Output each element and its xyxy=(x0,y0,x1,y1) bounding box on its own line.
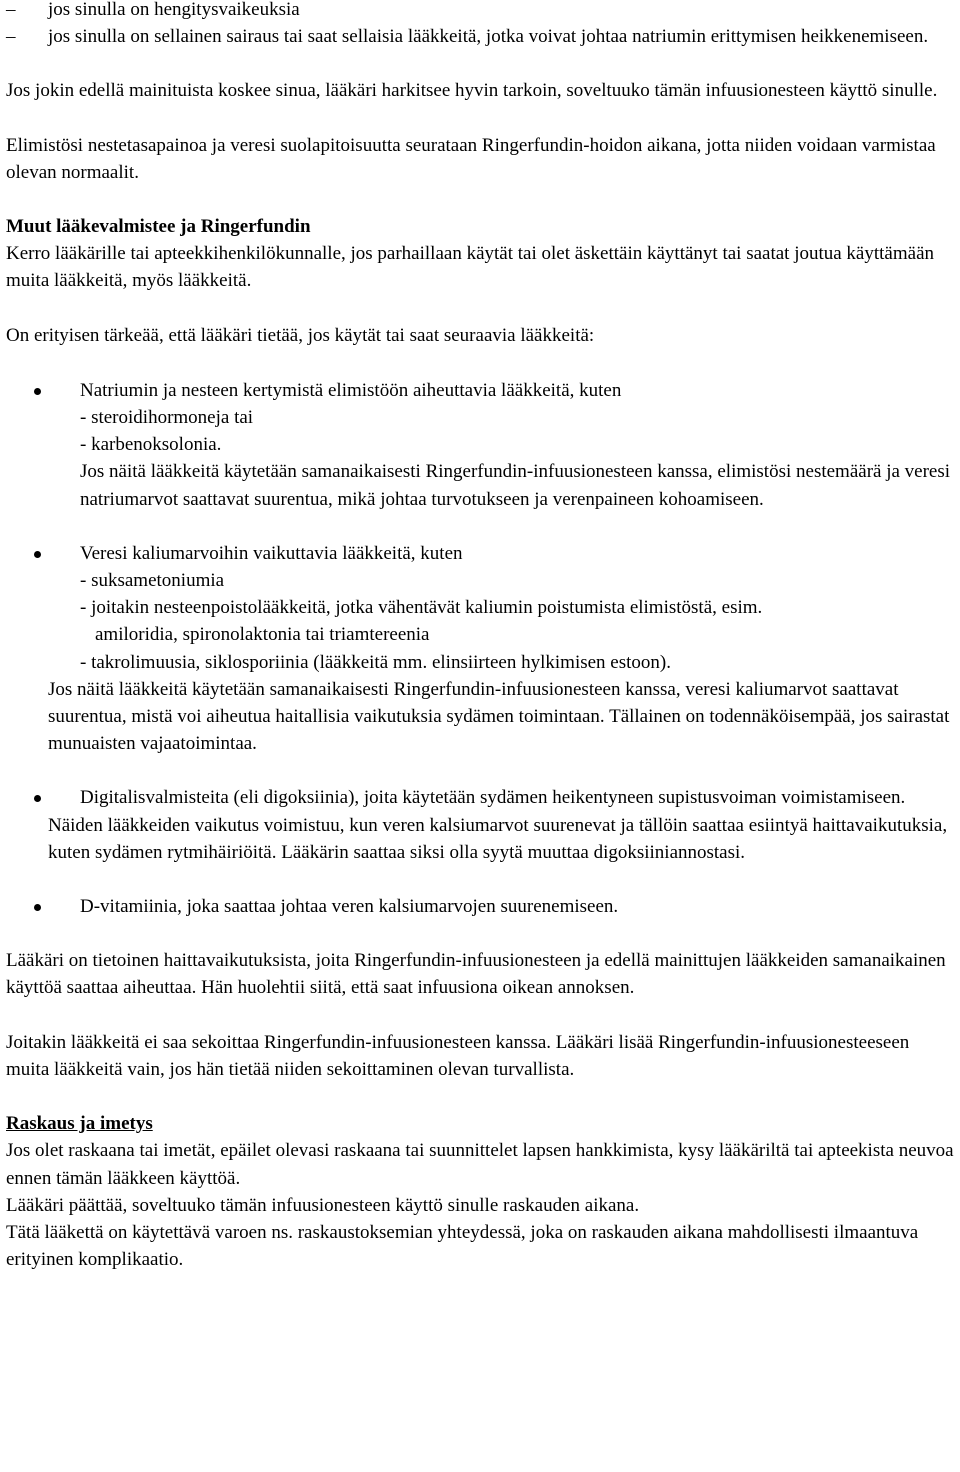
paragraph-raskaus-1: Jos olet raskaana tai imetät, epäilet olevasi raskaana tai suunnittelet lapsen hankkimista, kysy lääkäriltä tai apteekista neuvoa ennen tämän lääkkeen käyttöä. xyxy=(6,1140,954,1189)
bullet-text: Näiden lääkkeiden vaikutus voimistuu, kun veren kalsiumarvot suurenevat ja tällöin saattaa esiintyä haittavaikutuksia, kuten sydämen rytmihäiriöitä. Lääkärin saattaa siksi olla syytä muuttaa digoksiiniannostasi. xyxy=(48,814,948,863)
paragraph-elimistosi: Elimistösi nestetasapainoa ja veresi suolapitoisuutta seurataan Ringerfundin-hoidon aikana, jotta niiden voidaan varmistaa olevan normaalit. xyxy=(6,134,936,183)
bullet-sub-item: - karbenoksolonia. xyxy=(80,434,222,456)
bullet-item-digitalis xyxy=(6,784,956,811)
paragraph-raskaus-2: Lääkäri päättää, soveltuuko tämän infuusionesteen käyttö sinulle raskauden aikana. xyxy=(6,1194,640,1216)
bullet-icon xyxy=(34,388,41,395)
paragraph-sekoittaa: Joitakin lääkkeitä ei saa sekoittaa Ringerfundin-infuusionesteen kanssa. Lääkäri lisää Ringerfundin-infuusionesteeseen muita lääkkeitä vain, jos hän tietää niiden sekoittaminen olevan turvallista. xyxy=(6,1031,910,1080)
bullet-item-kalium xyxy=(6,540,956,676)
dash-item: – jos sinulla on sellainen sairaus tai saat sellaisia lääkkeitä, jotka voivat johtaa natriumin erittymisen heikkenemiseen. xyxy=(6,23,956,50)
bullet-sub-item: - suksametoniumia xyxy=(80,570,225,592)
bullet-item-d-vitamiini xyxy=(6,893,956,920)
bullet-icon xyxy=(34,904,41,911)
bullet-text: Jos näitä lääkkeitä käytetään samanaikaisesti Ringerfundin-infuusionesteen kanssa, veresi kaliumarvot saattavat suurentua, mistä voi aiheutua haitallisia vaikutuksia sydämen toimintaan. Tällainen on todennäköisempää, jos sairastat munuaisten vajaatoimintaa. xyxy=(48,678,950,755)
document-page xyxy=(6,0,956,1273)
bullet-sub-item: - joitakin nesteenpoistolääkkeitä, jotka vähentävät kaliumin poistumista elimistöstä, esim. xyxy=(80,597,763,619)
paragraph-tietoinen: Lääkäri on tietoinen haittavaikutuksista, joita Ringerfundin-infuusionesteen ja edellä mainittujen lääkkeiden samanaikainen käyttöä saattaa aiheuttaa. Hän huolehtii siitä, että saat infuusiona oikean annoksen. xyxy=(6,950,946,999)
bullet-title: Digitalisvalmisteita (eli digoksiinia), joita käytetään sydämen heikentyneen supistusvoiman voimistamiseen. xyxy=(80,787,906,809)
bullet-icon xyxy=(34,795,41,802)
dash-item: – jos sinulla on hengitysvaikeuksia xyxy=(6,0,956,23)
paragraph-raskaus-3: Tätä lääkettä on käytettävä varoen ns. raskaustoksemian yhteydessä, joka on raskauden aikana mahdollisesti ilmaantuva erityinen komplikaatio. xyxy=(6,1221,919,1271)
paragraph-erityisen: On erityisen tärkeää, että lääkäri tietää, jos käytät tai saat seuraavia lääkkeitä: xyxy=(6,324,595,346)
bullet-text: Jos näitä lääkkeitä käytetään samanaikaisesti Ringerfundin-infuusionesteen kanssa, elimistösi nestemäärä ja veresi natriumarvot saattavat suurentua, mikä johtaa turvotukseen ja verenpaineen kohoamiseen. xyxy=(80,461,951,510)
bullet-title: Veresi kaliumarvoihin vaikuttavia lääkkeitä, kuten xyxy=(80,542,463,564)
bullet-icon xyxy=(34,551,41,558)
bullet-sub-item-continued: amiloridia, spironolaktonia tai triamtereenia xyxy=(95,624,430,646)
bullet-title: D-vitamiinia, joka saattaa johtaa veren kalsiumarvojen suurenemiseen. xyxy=(80,896,619,918)
section-heading-muut-laakevalmisteet: Muut lääkevalmistee ja Ringerfundin xyxy=(6,216,311,238)
bullet-item-natrium xyxy=(6,377,956,513)
bullet-title: Natriumin ja nesteen kertymistä elimistöön aiheuttavia lääkkeitä, kuten xyxy=(80,379,622,401)
section-heading-raskaus: Raskaus ja imetys xyxy=(6,1113,153,1135)
paragraph-kerro: Kerro lääkärille tai apteekkihenkilökunnalle, jos parhaillaan käytät tai olet äskettäin käyttänyt tai saatat joutua käyttämään muita lääkkeitä, myös lääkkeitä. xyxy=(6,243,935,292)
bullet-sub-item: - takrolimuusia, siklosporiinia (lääkkeitä mm. elinsiirteen hylkimisen estoon). xyxy=(80,651,671,673)
paragraph-jos-jokin: Jos jokin edellä mainituista koskee sinua, lääkäri harkitsee hyvin tarkoin, soveltuuko tämän infuusionesteen käyttö sinulle. xyxy=(6,80,938,102)
bullet-sub-item: - steroidihormoneja tai xyxy=(80,407,254,429)
